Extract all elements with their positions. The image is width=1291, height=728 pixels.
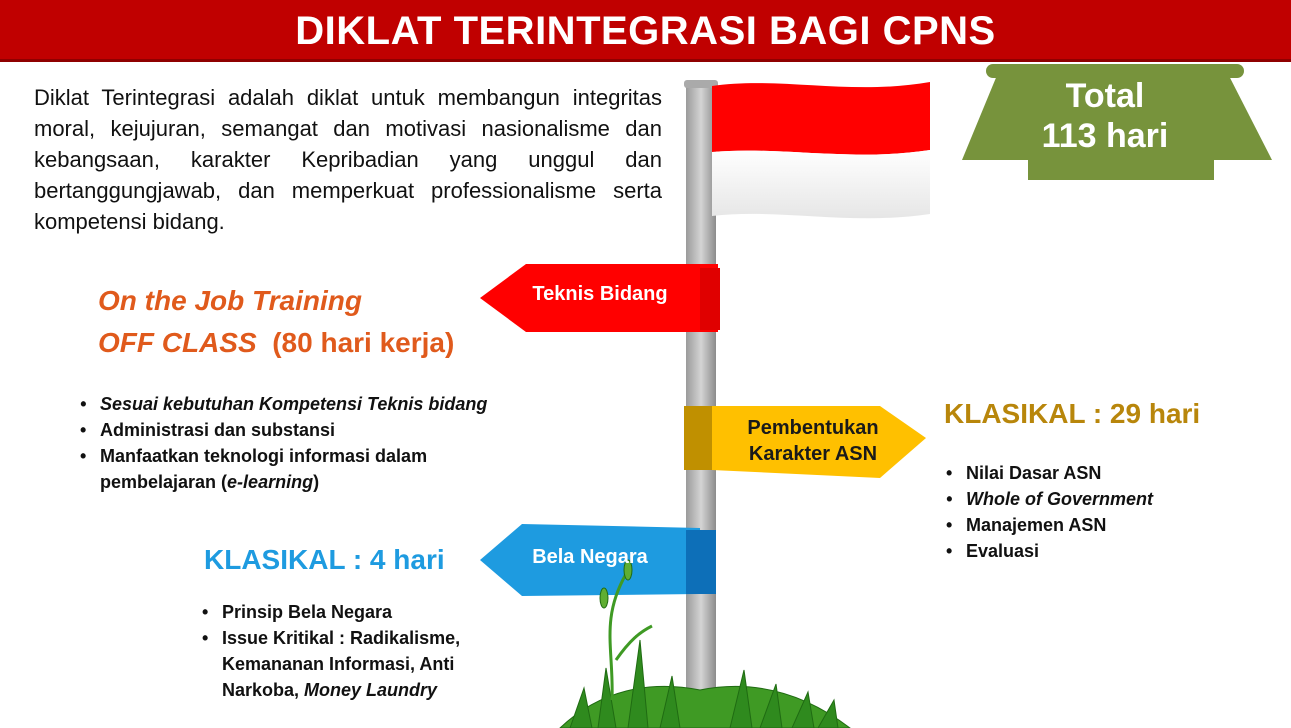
ojt-off-class: OFF CLASS	[98, 327, 257, 358]
list-item: • Sesuai kebutuhan Kompetensi Teknis bidang	[80, 391, 520, 417]
ojt-heading-line2	[98, 322, 454, 364]
sign-karakter-line1: Pembentukan	[747, 417, 879, 439]
signpost-pole	[686, 82, 716, 728]
ojt-heading-line1: On the Job Training	[98, 285, 362, 316]
list-item: • Manajemen ASN	[946, 512, 1246, 538]
page-title: DIKLAT TERINTEGRASI BAGI CPNS	[295, 9, 996, 53]
list-item: • Evaluasi	[946, 538, 1246, 564]
list-item	[80, 443, 520, 495]
list-item-text-end: )	[313, 472, 320, 492]
list-item: • Whole of Government	[946, 486, 1246, 512]
ojt-duration: (80 hari kerja)	[256, 327, 455, 358]
ojt-heading	[98, 280, 454, 364]
sign-bela-negara-label: Bela Negara	[532, 546, 648, 568]
sign-karakter-line2: Karakter ASN	[748, 443, 878, 465]
list-item	[202, 625, 502, 703]
ojt-bullet-list	[80, 391, 520, 495]
sign-pembentukan-karakter-label	[718, 415, 908, 467]
sign-teknis-bidang-label: Teknis Bidang	[532, 283, 668, 305]
klasikal-29-heading: KLASIKAL : 29 hari	[944, 398, 1201, 429]
total-label: Total	[1065, 77, 1145, 115]
list-item-italic: e-learning	[227, 472, 314, 492]
list-item-text: Manfaatkan teknologi informasi dalam pembelajaran (	[100, 446, 428, 492]
total-value: 113 hari	[1041, 117, 1169, 155]
list-item-text: Issue Kritikal : Radikalisme, Kemananan Informasi, Anti Narkoba,	[222, 628, 461, 700]
list-item-italic: Money Laundry	[304, 680, 438, 700]
klasikal-4-bullet-list	[202, 599, 502, 703]
intro-paragraph: Diklat Terintegrasi adalah diklat untuk membangun integritas moral, kejujuran, semangat dan motivasi nasionalisme dan kebangsaan, karakter Kepribadian yang unggul dan bertanggungjawab, dan memperkuat professionalisme serta kompetensi bidang.	[34, 85, 662, 234]
indonesian-flag-icon	[712, 82, 930, 218]
klasikal-29-bullet-list	[946, 460, 1246, 564]
total-days	[1000, 76, 1210, 156]
list-item: • Prinsip Bela Negara	[202, 599, 502, 625]
list-item: • Nilai Dasar ASN	[946, 460, 1246, 486]
list-item: • Administrasi dan substansi	[80, 417, 520, 443]
klasikal-4-heading: KLASIKAL : 4 hari	[204, 544, 445, 575]
